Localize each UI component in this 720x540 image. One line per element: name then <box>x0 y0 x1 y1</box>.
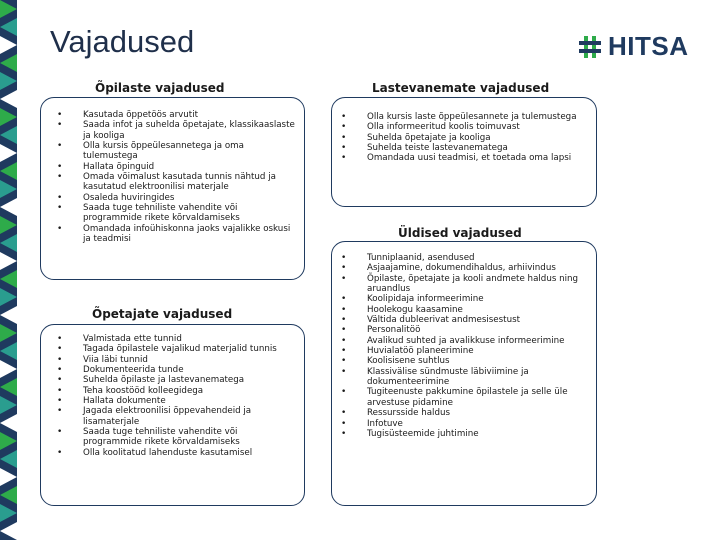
pupils-needs-list <box>55 110 299 244</box>
general-section-title: Üldised vajadused <box>398 226 522 240</box>
page-title: Vajadused <box>50 24 195 59</box>
list-item: • Avalikud suhted ja avalikkuse informeerimine <box>339 336 589 346</box>
hitsa-logo <box>578 31 689 62</box>
list-item: • Asjaajamine, dokumendihaldus, arhiivindus <box>339 263 589 273</box>
list-item: • Olla koolitatud lahenduste kasutamisel <box>55 448 299 458</box>
list-item: • Huvialatöö planeerimine <box>339 346 589 356</box>
list-item: • Omada võimalust kasutada tunnis nähtud ja kasutatud elektroonilisi materjale <box>55 172 299 193</box>
list-item: • Tugiteenuste pakkumine õpilastele ja selle üle arvestuse pidamine <box>339 387 589 408</box>
list-item: • Hallata dokumente <box>55 396 299 406</box>
list-item: • Saada tuge tehniliste vahendite või programmide rikete kõrvaldamiseks <box>55 427 299 448</box>
list-item: • Hallata õpinguid <box>55 162 299 172</box>
list-item: • Valmistada ette tunnid <box>55 334 299 344</box>
teachers-needs-list <box>55 334 299 458</box>
list-item: • Olla kursis õppeülesannetega ja oma tulemustega <box>55 141 299 162</box>
list-item: • Koolisisene suhtlus <box>339 356 589 366</box>
list-item: • Olla kursis laste õppeülesannete ja tulemustega <box>339 112 589 122</box>
list-item: • Tagada õpilastele vajalikud materjalid tunnis <box>55 344 299 354</box>
list-item: • Personalitöö <box>339 325 589 335</box>
list-item: • Suhelda teiste lastevanematega <box>339 143 589 153</box>
teachers-section-title: Õpetajate vajadused <box>92 307 233 321</box>
list-item: • Vältida dubleerivat andmesisestust <box>339 315 589 325</box>
list-item: • Koolipidaja informeerimine <box>339 294 589 304</box>
list-item: • Suhelda õpetajate ja kooliga <box>339 133 589 143</box>
list-item: • Saada infot ja suhelda õpetajate, klassikaaslaste ja kooliga <box>55 120 299 141</box>
list-item: • Olla informeeritud koolis toimuvast <box>339 122 589 132</box>
list-item: • Viia läbi tunnid <box>55 355 299 365</box>
list-item: • Tunniplaanid, asendused <box>339 253 589 263</box>
list-item: • Hoolekogu kaasamine <box>339 305 589 315</box>
list-item: • Suhelda õpilaste ja lastevanematega <box>55 375 299 385</box>
list-item: • Saada tuge tehniliste vahendite või programmide rikete kõrvaldamiseks <box>55 203 299 224</box>
list-item: • Teha koostööd kolleegidega <box>55 386 299 396</box>
decorative-left-strip <box>0 0 17 540</box>
logo-text: HITSA <box>608 31 689 61</box>
general-needs-list <box>339 253 589 439</box>
parents-section-title: Lastevanemate vajadused <box>372 81 550 95</box>
list-item: • Osaleda huviringides <box>55 193 299 203</box>
hash-icon <box>578 35 602 59</box>
list-item: • Ressursside haldus <box>339 408 589 418</box>
list-item: • Omandada uusi teadmisi, et toetada oma lapsi <box>339 153 589 163</box>
list-item: • Tugisüsteemide juhtimine <box>339 429 589 439</box>
list-item: • Kasutada õppetöös arvutit <box>55 110 299 120</box>
pupils-section-title: Õpilaste vajadused <box>95 81 225 95</box>
list-item: • Omandada infoühiskonna jaoks vajalikke oskusi ja teadmisi <box>55 224 299 245</box>
list-item: • Jagada elektroonilisi õppevahendeid ja lisamaterjale <box>55 406 299 427</box>
list-item: • Dokumenteerida tunde <box>55 365 299 375</box>
list-item: • Klassivälise sündmuste läbiviimine ja dokumenteerimine <box>339 367 589 388</box>
list-item: • Õpilaste, õpetajate ja kooli andmete haldus ning aruandlus <box>339 274 589 295</box>
parents-needs-list <box>339 112 589 164</box>
list-item: • Infotuve <box>339 419 589 429</box>
